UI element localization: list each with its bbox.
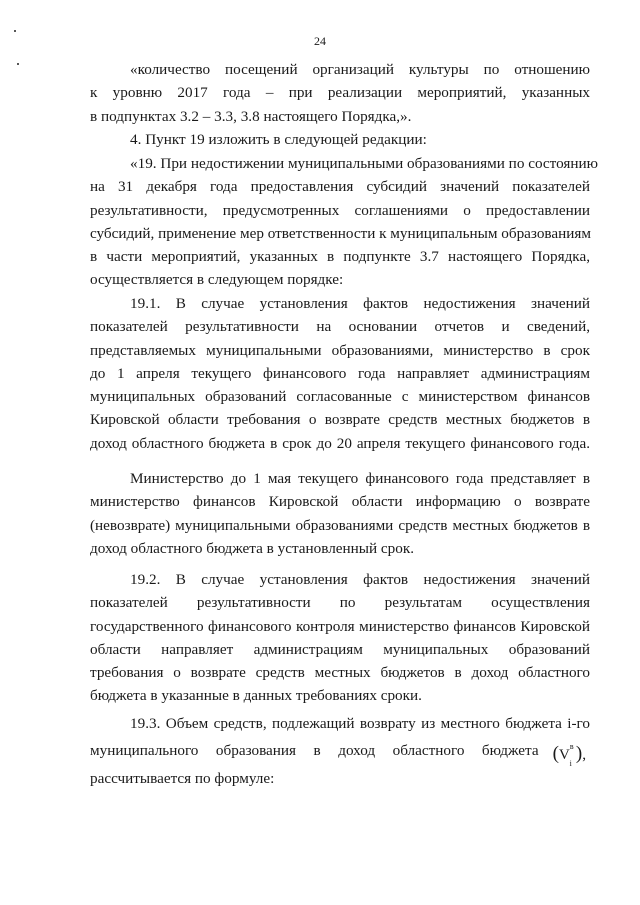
text-line: показателей результативности на основании отчетов и сведений, (90, 318, 590, 336)
text-line: «количество посещений организаций культуры по отношению (130, 61, 590, 78)
paragraph-quote-continuation (90, 58, 590, 128)
text-line: 19.1. В случае установления фактов недостижения значений (130, 295, 590, 312)
text-line: области направляет администрациям муниципальных образований (90, 640, 590, 658)
scan-speck (14, 30, 16, 32)
formula-symbol-v (549, 735, 590, 767)
formula-superscript: в (569, 742, 574, 752)
text-line: в части мероприятий, указанных в подпункте 3.7 настоящего Порядка, (90, 248, 590, 266)
text-line: результативности, предусмотренных соглашениями о предоставлении (90, 201, 590, 219)
text-line: доход областного бюджета в срок до 20 апреля текущего финансового года. (90, 434, 590, 452)
text-line: муниципального образования в доход областного бюджета (90, 742, 539, 760)
text-line: «19. При недостижении муниципальными образованиями по состоянию (130, 155, 598, 172)
text-line: представляемых муниципальными образованиями, министерство в срок (90, 341, 590, 359)
scan-speck (17, 63, 19, 65)
paragraph-item-4 (90, 128, 590, 151)
text-line: к уровню 2017 года – при реализации мероприятий, указанных (90, 84, 590, 102)
text-line: 4. Пункт 19 изложить в следующей редакции: (130, 131, 427, 148)
paragraph-19 (90, 152, 598, 292)
paragraph-19-1 (90, 292, 590, 455)
text-line: в подпунктах 3.2 – 3.3, 3.8 настоящего Порядка,». (90, 107, 412, 125)
text-line: 19.3. Объем средств, подлежащий возврату из местного бюджета i-го (130, 715, 590, 732)
text-line: бюджета в указанные в данных требованиях сроки. (90, 687, 422, 705)
paragraph-19-2 (90, 568, 590, 708)
text-line: требования о возврате средств местных бюджетов в доход областного (90, 664, 590, 682)
text-line: на 31 декабря года предоставления субсидий значений показателей (90, 178, 590, 196)
text-line: муниципальных образований согласованные с министерством финансов (90, 388, 590, 406)
text-line: показателей результативности по результатам осуществления (90, 594, 590, 612)
text-line: (невозврате) муниципальными образованиями средств местных бюджетов в (90, 516, 590, 534)
formula-paren-right: ) (575, 743, 583, 765)
text-line-with-formula (90, 735, 590, 767)
formula-trailing: , (582, 746, 586, 764)
paragraph-ministry-report (90, 467, 590, 560)
text-line: министерство финансов Кировской области информацию о возврате (90, 493, 590, 511)
text-line: до 1 апреля текущего финансового года направляет администрациям (90, 364, 590, 382)
text-line: 19.2. В случае установления фактов недостижения значений (130, 571, 590, 588)
formula-subscript: i (569, 759, 572, 769)
text-line: рассчитывается по формуле: (90, 770, 275, 788)
text-line: доход областного бюджета в установленный срок. (90, 539, 415, 557)
formula-paren-left: ( (552, 743, 559, 765)
formula-base: V (558, 746, 570, 764)
text-line: государственного финансового контроля министерство финансов Кировской (90, 617, 590, 635)
text-line: Министерство до 1 мая текущего финансового года представляет в (130, 470, 590, 487)
text-line: Кировской области требования о возврате средств местных бюджетов в (90, 411, 590, 429)
page-number: 24 (314, 34, 326, 48)
paragraph-19-3 (90, 712, 590, 791)
text-line: субсидий, применение мер ответственности к муниципальным образованиям (90, 224, 591, 242)
text-line: осуществляется в следующем порядке: (90, 271, 344, 289)
